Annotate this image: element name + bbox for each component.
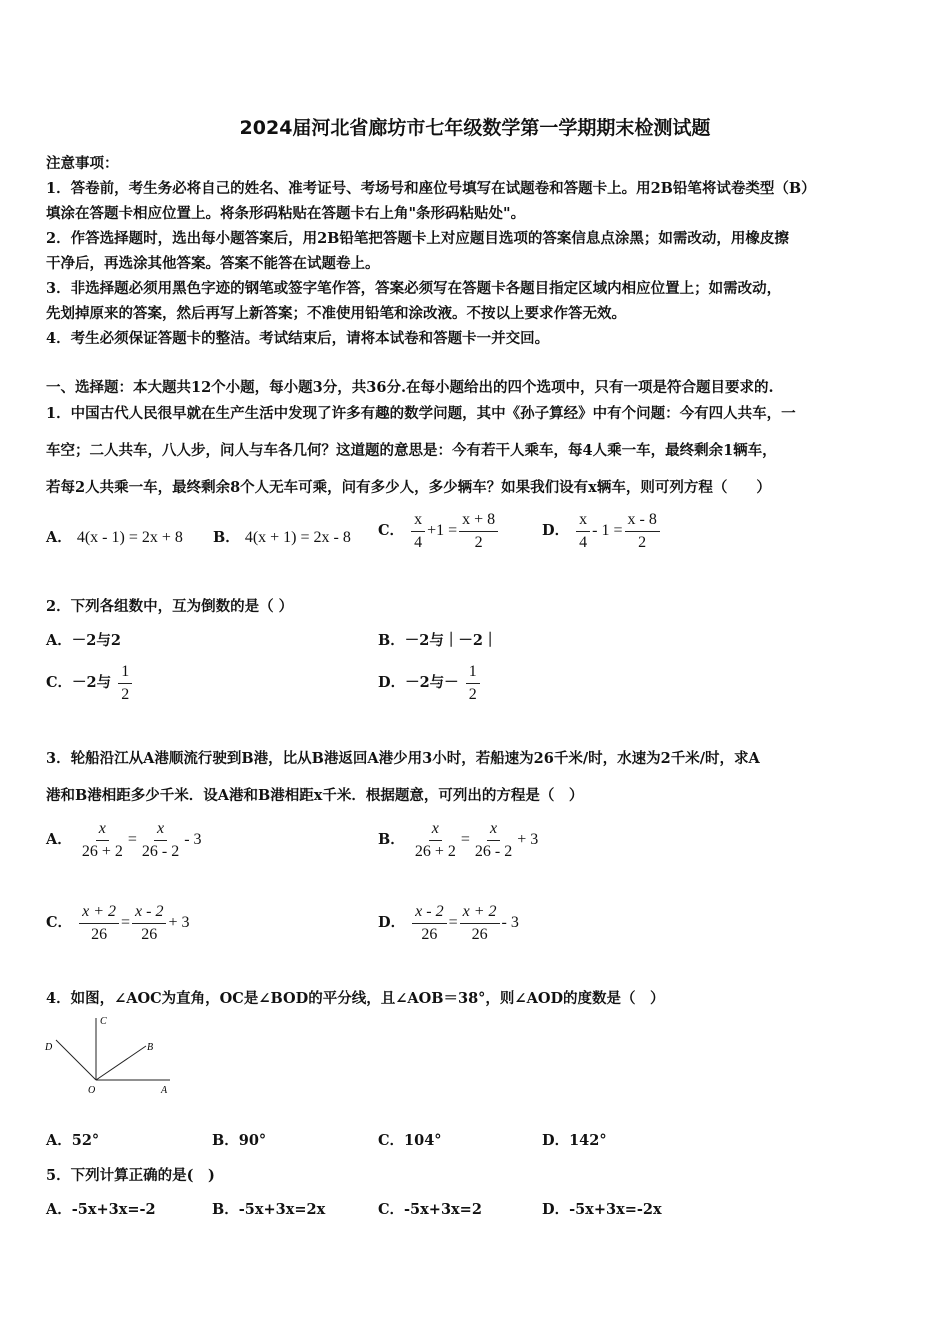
angle-figure: [40, 1010, 190, 1100]
notice-line: 3．非选择题必须用黑色字迹的钢笔或签字笔作答，答案必须写在答题卡各题目指定区域内相应位置上；如需改动，: [46, 280, 782, 297]
q4-stem: 4．如图，∠AOC为直角，OC是∠BOD的平分线，且∠AOB＝38°，则∠AOD的度数是（ ）: [46, 990, 665, 1007]
q5-option-c[interactable]: C．-5x+3x=2: [378, 1201, 482, 1218]
ray-od: [56, 1040, 96, 1080]
q1-option-d[interactable]: D． $\frac{x}{4}$ - 1 = $\frac{x - 8}{2}$: [542, 510, 662, 553]
page-title: 2024届河北省廊坊市七年级数学第一学期期末检测试题: [239, 117, 711, 139]
q2-option-d[interactable]: D．－2与－ $\frac{1}{2}$: [378, 662, 482, 705]
notice-heading: 注意事项：: [46, 155, 119, 172]
q5-option-b[interactable]: B．-5x+3x=2x: [212, 1201, 326, 1218]
fraction: $\frac{1}{2}$: [118, 662, 132, 705]
option-label: A．: [46, 529, 72, 546]
fraction: $\frac{x + 8}{2}$: [459, 510, 498, 553]
q3-line: 3．轮船沿江从A港顺流行驶到B港，比从B港返回A港少用3小时，若船速为26千米/时，水速为2千米/时，求A: [46, 750, 760, 767]
label-o: O: [88, 1085, 96, 1096]
q2-stem: 2．下列各组数中，互为倒数的是（ ）: [46, 598, 294, 615]
notice-line: 填涂在答题卡相应位置上。将条形码粘贴在答题卡右上角"条形码粘贴处"。: [46, 205, 526, 222]
q1-option-a[interactable]: [46, 526, 183, 547]
fraction: $\frac{x - 8}{2}$: [625, 510, 660, 553]
q4-option-a[interactable]: A．52°: [46, 1132, 100, 1149]
q1-line: 车空；二人共车，八人步，问人与车各几何？这道题的意思是：今有若干人乘车，每4人乘一车，最终剩余1辆车，: [46, 442, 777, 459]
q4-option-c[interactable]: C．104°: [378, 1132, 442, 1149]
q3-option-d[interactable]: D． $\frac{x - 2}{26}$ = $\frac{x + 2}{26}$ - 3: [378, 903, 519, 943]
q3-option-a[interactable]: A． $\frac{x}{26 + 2}$ = $\frac{x}{26 - 2}$ - 3: [46, 820, 202, 860]
q1-option-b[interactable]: [213, 526, 351, 547]
q1-option-c[interactable]: C． $\frac{x}{4}$ +1 = $\frac{x + 8}{2}$: [378, 510, 500, 553]
fraction: $\frac{1}{2}$: [466, 662, 480, 705]
label-c: C: [100, 1016, 107, 1027]
notice-line: 2．作答选择题时，选出每小题答案后，用2B铅笔把答题卡上对应题目选项的答案信息点涂黑；如需改动，用橡皮擦: [46, 230, 789, 247]
equation: 4(x - 1) = 2x + 8: [76, 529, 183, 546]
q1-line: 若每2人共乘一车，最终剩余8个人无车可乘，问有多少人，多少辆车？如果我们设有x辆车，则可列方程（ ）: [46, 479, 771, 496]
section-heading: 一、选择题：本大题共12个小题，每小题3分，共36分.在每小题给出的四个选项中，只有一项是符合题目要求的.: [46, 379, 774, 396]
option-label: D．: [542, 522, 570, 540]
q3-option-c[interactable]: C． $\frac{x + 2}{26}$ = $\frac{x - 2}{26}$ + 3: [46, 903, 190, 943]
fraction: $\frac{x}{26 + 2}$: [414, 820, 456, 860]
option-label: B．: [213, 529, 240, 546]
q2-option-c[interactable]: C．－2与 $\frac{1}{2}$: [46, 662, 134, 705]
q3-line: 港和B港相距多少千米．设A港和B港相距x千米．根据题意，可列出的方程是（ ）: [46, 787, 584, 804]
q1-line: 1．中国古代人民很早就在生产生活中发现了许多有趣的数学问题，其中《孙子算经》中有个问题：今有四人共车，一: [46, 405, 796, 422]
fraction: $\frac{x + 2}{26}$: [79, 902, 119, 945]
q4-option-d[interactable]: D．142°: [542, 1132, 607, 1149]
label-a: A: [161, 1085, 168, 1096]
q2-option-b[interactable]: B．－2与｜－2｜: [378, 632, 498, 649]
notice-line: 4．考生必须保证答题卡的整洁。考试结束后，请将本试卷和答题卡一并交回。: [46, 330, 550, 347]
equation: 4(x + 1) = 2x - 8: [244, 529, 351, 546]
notice-line: 1．答卷前，考生务必将自己的姓名、准考证号、考场号和座位号填写在试题卷和答题卡上。用2B铅笔将试卷类型（B）: [46, 180, 816, 197]
q2-option-a[interactable]: A．－2与2: [46, 632, 121, 649]
q5-option-d[interactable]: D．-5x+3x=-2x: [542, 1201, 662, 1218]
q5-stem: 5．下列计算正确的是( ): [46, 1167, 215, 1184]
option-label: C．: [378, 522, 405, 540]
notice-line: 先划掉原来的答案，然后再写上新答案；不准使用铅笔和涂改液。不按以上要求作答无效。: [46, 305, 626, 322]
fraction: $\frac{x - 2}{26}$: [412, 902, 446, 945]
fraction: $\frac{x}{26 + 2}$: [81, 820, 123, 860]
q3-option-b[interactable]: B． $\frac{x}{26 + 2}$ = $\frac{x}{26 - 2}$ + 3: [378, 820, 539, 860]
fraction: $\frac{x + 2}{26}$: [460, 902, 500, 945]
fraction: $\frac{x}{4}$: [411, 510, 425, 553]
label-b: B: [147, 1042, 154, 1053]
q4-option-b[interactable]: B．90°: [212, 1132, 267, 1149]
q5-option-a[interactable]: A．-5x+3x=-2: [46, 1201, 156, 1218]
fraction: $\frac{x - 2}{26}$: [132, 902, 166, 945]
label-d: D: [45, 1042, 53, 1053]
fraction: $\frac{x}{26 - 2}$: [141, 820, 180, 860]
notice-line: 干净后，再选涂其他答案。答案不能答在试题卷上。: [46, 255, 380, 272]
ray-ob: [96, 1046, 146, 1080]
fraction: $\frac{x}{4}$: [576, 510, 590, 553]
fraction: $\frac{x}{26 - 2}$: [474, 820, 513, 860]
